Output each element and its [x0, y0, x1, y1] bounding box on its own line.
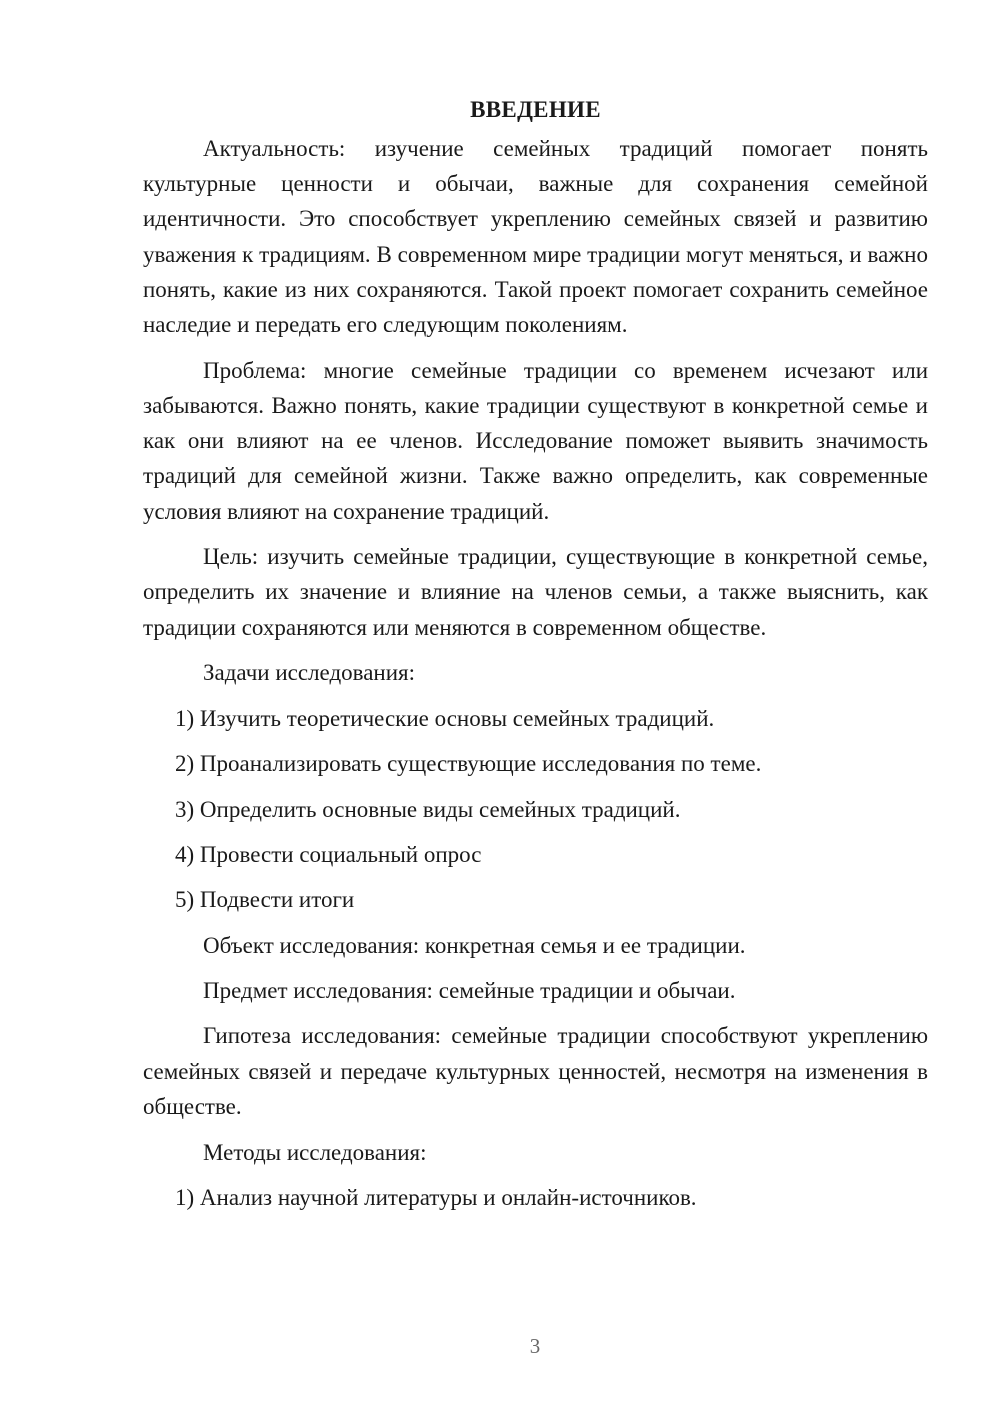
task-item: 1) Изучить теоретические основы семейных традиций. — [175, 705, 715, 731]
research-subject: Предмет исследования: семейные традиции и обычаи. — [203, 978, 736, 1004]
tasks-heading: Задачи исследования: — [203, 660, 416, 686]
hypothesis-paragraph: Гипотеза исследования: семейные традиции способствуют укреплению семейных связей и передаче культурных ценностей, несмотря на изменения в обществе. — [143, 1023, 928, 1119]
method-item: 1) Анализ научной литературы и онлайн-источников. — [175, 1184, 697, 1210]
goal-paragraph: Цель: изучить семейные традиции, существующие в конкретной семье, определить их значение и влияние на членов семьи, а также выяснить, как традиции сохраняются или меняются в современном обществе. — [143, 544, 928, 640]
task-item: 5) Подвести итоги — [175, 887, 355, 913]
document-page — [143, 92, 928, 1225]
page-number: 3 — [529, 1334, 541, 1358]
methods-heading: Методы исследования: — [203, 1139, 427, 1165]
problem-paragraph: Проблема: многие семейные традиции со временем исчезают или забываются. Важно понять, какие традиции существуют в конкретной семье и как они влияют на ее членов. Исследование поможет выявить значимость традиций для семейной жизни. Также важно определить, как современные условия влияют на сохранение традиций. — [143, 357, 928, 524]
page-title: ВВЕДЕНИЕ — [470, 97, 601, 122]
task-item: 3) Определить основные виды семейных традиций. — [175, 796, 681, 822]
task-item: 4) Провести социальный опрос — [175, 841, 482, 867]
task-item: 2) Проанализировать существующие исследования по теме. — [175, 751, 762, 777]
research-object: Объект исследования: конкретная семья и ее традиции. — [203, 932, 746, 958]
relevance-paragraph: Актуальность: изучение семейных традиций помогает понять культурные ценности и обычаи, важные для сохранения семейной идентичности. Это способствует укреплению семейных связей и развитию уважения к традициям. В современном мире традиции могут меняться, и важно понять, какие из них сохраняются. Такой проект помогает сохранить семейное наследие и передать его следующим поколениям. — [143, 136, 928, 338]
